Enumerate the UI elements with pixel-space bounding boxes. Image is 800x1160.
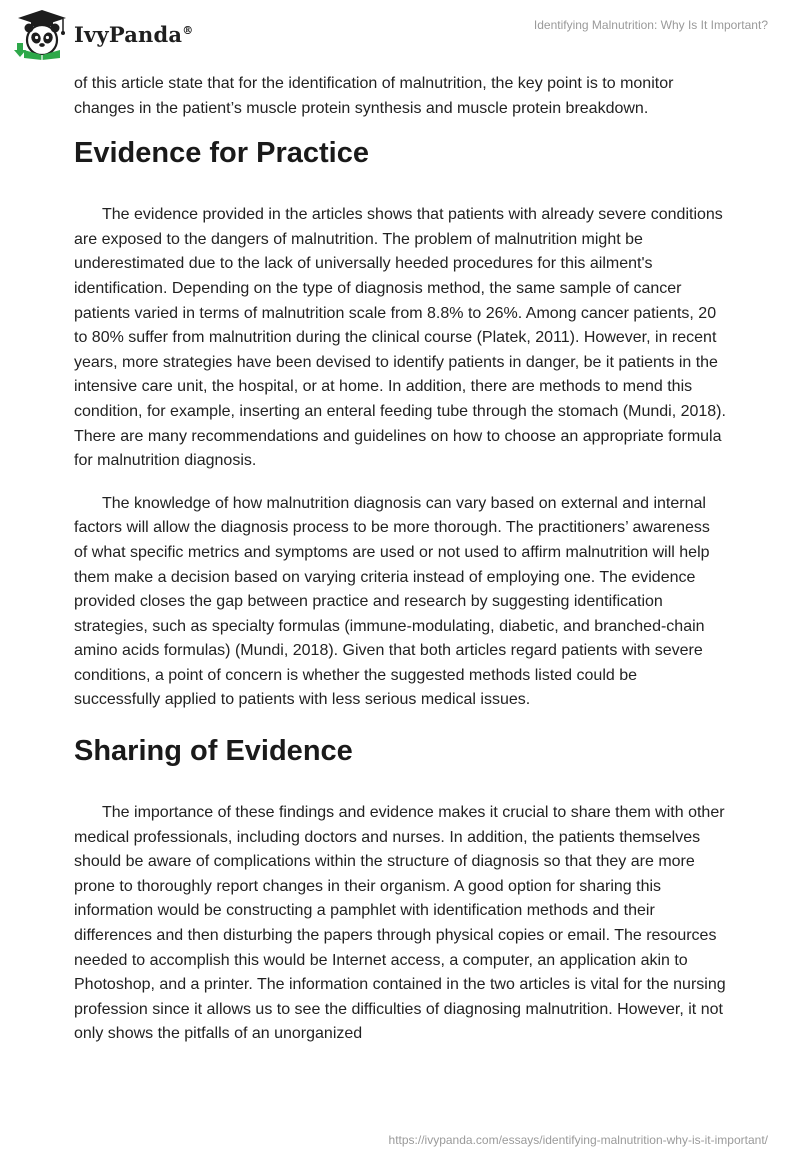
paragraph: The evidence provided in the articles shows that patients with already severe conditions are exposed to the dangers of malnutrition. The problem of malnutrition might be underestimated due to the lack of universally heeded procedures for this ailment's identification. Depending on the type of diagnosis method, the same sample of cancer patients varied in terms of malnutrition scale from 8.8% to 26%. Among cancer patients, 20 to 80% suffer from malnutrition during the clinical course (Platek, 2011). However, in recent years, more strategies have been devised to identify patients in danger, be it patients in the intensive care unit, the hospital, or at home. In addition, there are methods to mend this condition, for example, inserting an enteral feeding tube through the stomach (Mundi, 2018). There are many recommendations and guidelines on how to choose an appropriate formula for malnutrition diagnosis. <box>74 206 726 470</box>
page-header <box>0 0 800 70</box>
brand-logo[interactable] <box>14 8 193 60</box>
source-url[interactable]: https://ivypanda.com/essays/identifying-malnutrition-why-is-it-important/ <box>388 1133 768 1147</box>
brand-name: IvyPanda® <box>74 21 194 47</box>
intro-paragraph: of this article state that for the identification of malnutrition, the key point is to monitor changes in the patient’s muscle protein synthesis and muscle protein breakdown. <box>74 75 674 117</box>
section-heading-evidence-for-practice: Evidence for Practice <box>74 137 369 170</box>
paragraph: The knowledge of how malnutrition diagnosis can vary based on external and internal factors will allow the diagnosis process to be more thorough. The practitioners’ awareness of what specific metrics and symptoms are used or not used to affirm malnutrition will help them make a decision based on varying criteria instead of employing one. The evidence provided closes the gap between practice and research by suggesting identification strategies, such as specialty formulas (immune-modulating, diabetic, and branched-chain amino acids formulas) (Mundi, 2018). Given that both articles regard patients with severe conditions, a point of concern is whether the suggested methods listed could be successfully applied to patients with less serious medical issues. <box>74 494 710 709</box>
essay-body <box>74 72 726 1065</box>
section-heading-sharing-of-evidence: Sharing of Evidence <box>74 735 353 768</box>
document-title: Identifying Malnutrition: Why Is It Important? <box>533 18 768 32</box>
paragraph: The importance of these findings and evidence makes it crucial to share them with other medical professionals, including doctors and nurses. In addition, the patients themselves should be aware of complications within the structure of diagnosis so that they are more prone to thoroughly report changes in their organism. A good option for sharing this information would be constructing a pamphlet with identification methods and their differences and then disturbing the papers through physical copies or email. The resources needed to accomplish this would be Internet access, a computer, an application akin to Photoshop, and a printer. The information contained in the two articles is vital for the nursing profession since it allows us to see the difficulties of diagnosing malnutrition. However, it not only shows the pitfalls of an unorganized <box>74 804 726 1043</box>
panda-graduate-icon <box>14 8 70 60</box>
